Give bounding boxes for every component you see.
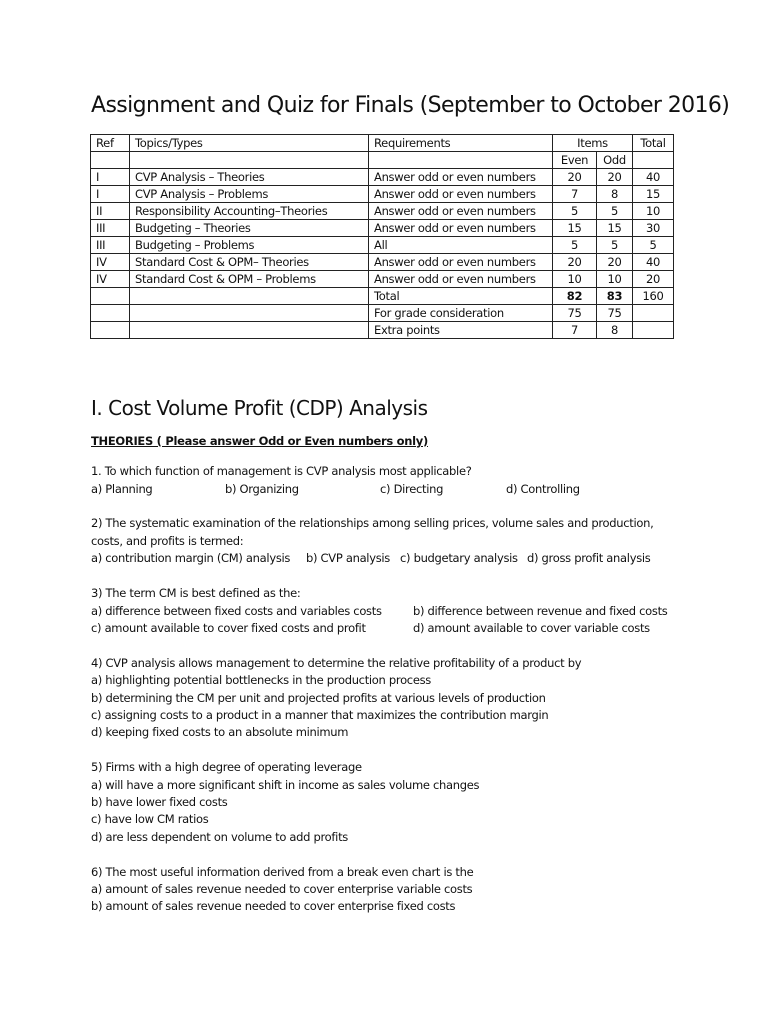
- cell-requirement: Answer odd or even numbers: [369, 220, 553, 237]
- header-odd: Odd: [597, 152, 633, 169]
- question-1-option-a: a) Planning: [91, 482, 153, 496]
- question-1-option-c: c) Directing: [380, 482, 444, 496]
- question-1-option-b: b) Organizing: [225, 482, 299, 496]
- cell-topic: [130, 322, 369, 339]
- cell-odd: 20: [597, 254, 633, 271]
- cell-topic: Responsibility Accounting–Theories: [130, 203, 369, 220]
- cell-even: 5: [553, 237, 597, 254]
- subheader-blank: [369, 152, 553, 169]
- question-4-option-c: c) assigning costs to a product in a manner that maximizes the contribution margin: [91, 708, 549, 722]
- cell-ref: II: [91, 203, 130, 220]
- cell-total: 40: [633, 254, 674, 271]
- cell-odd: 83: [597, 288, 633, 305]
- table-row: [91, 237, 674, 254]
- table-row: [91, 254, 674, 271]
- cell-odd: 8: [597, 186, 633, 203]
- cell-total: [633, 305, 674, 322]
- cell-ref: IV: [91, 271, 130, 288]
- cell-topic: Standard Cost & OPM– Theories: [130, 254, 369, 271]
- question-4-option-d: d) keeping fixed costs to an absolute minimum: [91, 725, 349, 739]
- cell-odd: 10: [597, 271, 633, 288]
- cell-odd: 5: [597, 237, 633, 254]
- cell-odd: 75: [597, 305, 633, 322]
- table-row: [91, 169, 674, 186]
- header-ref: Ref: [91, 135, 130, 152]
- question-2-text-line2: costs, and profits is termed:: [91, 534, 244, 548]
- table-subheader-row: [91, 152, 674, 169]
- question-5-option-a: a) will have a more significant shift in income as sales volume changes: [91, 778, 480, 792]
- cell-requirement: For grade consideration: [369, 305, 553, 322]
- cell-even: 75: [553, 305, 597, 322]
- question-6-option-a: a) amount of sales revenue needed to cover enterprise variable costs: [91, 882, 473, 896]
- header-topics: Topics/Types: [130, 135, 369, 152]
- cell-even: 7: [553, 322, 597, 339]
- question-3-option-a: a) difference between fixed costs and variables costs: [91, 604, 382, 618]
- cell-ref: I: [91, 169, 130, 186]
- cell-ref: III: [91, 237, 130, 254]
- cell-ref: [91, 288, 130, 305]
- cell-ref: III: [91, 220, 130, 237]
- table-row: [91, 305, 674, 322]
- cell-requirement: Total: [369, 288, 553, 305]
- cell-even: 20: [553, 254, 597, 271]
- table-row: [91, 322, 674, 339]
- question-3-option-c: c) amount available to cover fixed costs and profit: [91, 621, 366, 635]
- subheader-blank: [91, 152, 130, 169]
- cell-requirement: All: [369, 237, 553, 254]
- table-body: [91, 135, 674, 339]
- cell-topic: Budgeting – Theories: [130, 220, 369, 237]
- question-2-option-d: d) gross profit analysis: [527, 551, 651, 565]
- table-header-row: [91, 135, 674, 152]
- cell-topic: CVP Analysis – Theories: [130, 169, 369, 186]
- cell-even: 15: [553, 220, 597, 237]
- header-requirements: Requirements: [369, 135, 553, 152]
- cell-even: 20: [553, 169, 597, 186]
- cell-total: 15: [633, 186, 674, 203]
- cell-total: 5: [633, 237, 674, 254]
- cell-odd: 8: [597, 322, 633, 339]
- cell-requirement: Answer odd or even numbers: [369, 169, 553, 186]
- cell-even: 82: [553, 288, 597, 305]
- question-5-option-c: c) have low CM ratios: [91, 812, 209, 826]
- question-4-option-a: a) highlighting potential bottlenecks in the production process: [91, 673, 431, 687]
- cell-odd: 15: [597, 220, 633, 237]
- cell-requirement: Answer odd or even numbers: [369, 271, 553, 288]
- cell-ref: I: [91, 186, 130, 203]
- header-even: Even: [553, 152, 597, 169]
- cell-requirement: Answer odd or even numbers: [369, 186, 553, 203]
- cell-total: 40: [633, 169, 674, 186]
- question-2-option-c: c) budgetary analysis: [400, 551, 518, 565]
- cell-requirement: Answer odd or even numbers: [369, 254, 553, 271]
- question-4-option-b: b) determining the CM per unit and projected profits at various levels of production: [91, 691, 546, 705]
- table-row: [91, 220, 674, 237]
- question-3-option-b: b) difference between revenue and fixed costs: [413, 604, 668, 618]
- subheader-blank: [130, 152, 369, 169]
- section-title: I. Cost Volume Profit (CDP) Analysis: [91, 396, 428, 420]
- question-6-text: 6) The most useful information derived from a break even chart is the: [91, 865, 474, 879]
- question-5-option-b: b) have lower fixed costs: [91, 795, 228, 809]
- cell-total: 10: [633, 203, 674, 220]
- document-title: Assignment and Quiz for Finals (September to October 2016): [91, 93, 730, 118]
- question-2-text-line1: 2) The systematic examination of the relationships among selling prices, volume sales and production,: [91, 516, 654, 530]
- theories-heading: THEORIES ( Please answer Odd or Even numbers only): [91, 434, 428, 448]
- question-4-text: 4) CVP analysis allows management to determine the relative profitability of a product by: [91, 656, 582, 670]
- table-row: [91, 271, 674, 288]
- cell-total: 20: [633, 271, 674, 288]
- question-2-option-a: a) contribution margin (CM) analysis: [91, 551, 291, 565]
- question-1-option-d: d) Controlling: [506, 482, 580, 496]
- question-3-text: 3) The term CM is best defined as the:: [91, 586, 301, 600]
- cell-even: 10: [553, 271, 597, 288]
- cell-ref: [91, 322, 130, 339]
- table-row: [91, 186, 674, 203]
- cell-topic: CVP Analysis – Problems: [130, 186, 369, 203]
- question-5-text: 5) Firms with a high degree of operating leverage: [91, 760, 362, 774]
- cell-requirement: Extra points: [369, 322, 553, 339]
- cell-ref: IV: [91, 254, 130, 271]
- table-row: [91, 203, 674, 220]
- question-6-option-b: b) amount of sales revenue needed to cover enterprise fixed costs: [91, 899, 456, 913]
- question-2-option-b: b) CVP analysis: [306, 551, 390, 565]
- cell-requirement: Answer odd or even numbers: [369, 203, 553, 220]
- question-3-option-d: d) amount available to cover variable costs: [413, 621, 650, 635]
- cell-even: 5: [553, 203, 597, 220]
- question-5-option-d: d) are less dependent on volume to add profits: [91, 830, 348, 844]
- question-1-text: 1. To which function of management is CVP analysis most applicable?: [91, 464, 472, 478]
- cell-topic: [130, 288, 369, 305]
- cell-odd: 5: [597, 203, 633, 220]
- header-items: Items: [553, 135, 633, 152]
- cell-total: [633, 322, 674, 339]
- cell-ref: [91, 305, 130, 322]
- cell-even: 7: [553, 186, 597, 203]
- cell-topic: Standard Cost & OPM – Problems: [130, 271, 369, 288]
- cell-total: 160: [633, 288, 674, 305]
- cell-total: 30: [633, 220, 674, 237]
- cell-topic: [130, 305, 369, 322]
- cell-topic: Budgeting – Problems: [130, 237, 369, 254]
- assignment-table: [90, 134, 674, 339]
- subheader-blank: [633, 152, 674, 169]
- cell-odd: 20: [597, 169, 633, 186]
- header-total: Total: [633, 135, 674, 152]
- table-row: [91, 288, 674, 305]
